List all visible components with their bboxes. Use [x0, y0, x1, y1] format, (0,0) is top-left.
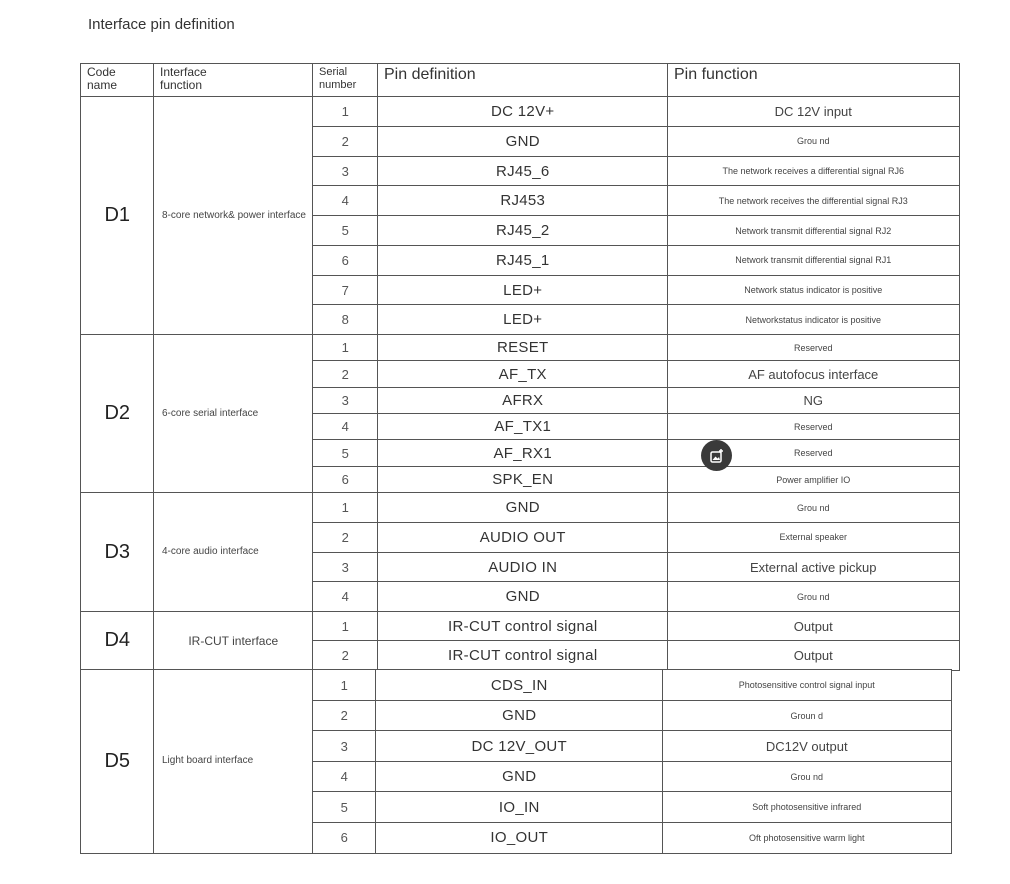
- serial-number: 3: [312, 730, 377, 762]
- serial-number: 2: [312, 640, 379, 671]
- pin-definition: RJ453: [377, 185, 669, 216]
- serial-number: 5: [312, 439, 379, 467]
- serial-number: 3: [312, 552, 379, 583]
- pin-function: DC12V output: [662, 730, 952, 762]
- pin-function: The network receives the differential signal RJ3: [667, 185, 960, 216]
- serial-number: 6: [312, 466, 379, 494]
- add-photo-icon: [709, 448, 725, 464]
- pin-definition: GND: [377, 492, 669, 523]
- group-function: 4-core audio interface: [153, 492, 314, 613]
- pin-function: Reserved: [667, 413, 960, 441]
- pin-function: Power amplifier IO: [667, 466, 960, 494]
- group-function: IR-CUT interface: [153, 611, 314, 671]
- serial-number: 6: [312, 822, 377, 854]
- pin-definition: GND: [377, 581, 669, 612]
- pin-definition: RJ45_6: [377, 156, 669, 187]
- pin-function: NG: [667, 387, 960, 415]
- pin-definition: DC 12V_OUT: [375, 730, 664, 762]
- pin-definition: CDS_IN: [375, 669, 664, 701]
- pin-definition: GND: [377, 126, 669, 157]
- group-function: Light board interface: [153, 669, 314, 854]
- serial-number: 1: [312, 334, 379, 362]
- image-action-button[interactable]: [701, 440, 732, 471]
- pin-definition: LED+: [377, 275, 669, 306]
- pin-definition: IO_OUT: [375, 822, 664, 854]
- serial-number: 5: [312, 215, 379, 246]
- pin-function: Grou nd: [667, 492, 960, 523]
- serial-number: 1: [312, 611, 379, 642]
- pin-function: Network status indicator is positive: [667, 275, 960, 306]
- pin-function: Soft photosensitive infrared: [662, 791, 952, 823]
- pin-definition: RJ45_1: [377, 245, 669, 276]
- pin-function: The network receives a differential signal RJ6: [667, 156, 960, 187]
- pin-function: Network transmit differential signal RJ2: [667, 215, 960, 246]
- header-serial: Serial number: [312, 63, 379, 98]
- serial-number: 4: [312, 761, 377, 793]
- pin-definition: GND: [375, 761, 664, 793]
- serial-number: 2: [312, 522, 379, 553]
- serial-number: 4: [312, 413, 379, 441]
- pin-function: External speaker: [667, 522, 960, 553]
- header-pin-function: Pin function: [667, 63, 960, 98]
- group-function: 6-core serial interface: [153, 334, 314, 494]
- pin-definition: AFRX: [377, 387, 669, 415]
- group-code: D1: [80, 96, 155, 336]
- group-code: D2: [80, 334, 155, 494]
- group-code: D4: [80, 611, 155, 671]
- pin-function: Photosensitive control signal input: [662, 669, 952, 701]
- pin-function: Groun d: [662, 700, 952, 732]
- pin-function: Grou nd: [662, 761, 952, 793]
- pin-function: Grou nd: [667, 126, 960, 157]
- header-pin-definition: Pin definition: [377, 63, 669, 98]
- header-function: Interface function: [153, 63, 314, 98]
- pin-definition: AUDIO OUT: [377, 522, 669, 553]
- pin-definition: LED+: [377, 304, 669, 335]
- pin-definition: IR-CUT control signal: [377, 611, 669, 642]
- serial-number: 1: [312, 96, 379, 127]
- serial-number: 7: [312, 275, 379, 306]
- serial-number: 6: [312, 245, 379, 276]
- pin-function: Network transmit differential signal RJ1: [667, 245, 960, 276]
- pin-function: Output: [667, 640, 960, 671]
- group-code: D5: [80, 669, 155, 854]
- pin-definition: AF_RX1: [377, 439, 669, 467]
- serial-number: 4: [312, 185, 379, 216]
- serial-number: 2: [312, 126, 379, 157]
- pin-function: AF autofocus interface: [667, 360, 960, 388]
- group-code: D3: [80, 492, 155, 613]
- pin-function: DC 12V input: [667, 96, 960, 127]
- pin-function: Networkstatus indicator is positive: [667, 304, 960, 335]
- pin-definition: RJ45_2: [377, 215, 669, 246]
- serial-number: 1: [312, 669, 377, 701]
- serial-number: 2: [312, 700, 377, 732]
- pin-definition: DC 12V+: [377, 96, 669, 127]
- pin-function: Grou nd: [667, 581, 960, 612]
- page-title: Interface pin definition: [88, 16, 235, 33]
- pin-definition: AUDIO IN: [377, 552, 669, 583]
- serial-number: 1: [312, 492, 379, 523]
- serial-number: 2: [312, 360, 379, 388]
- serial-number: 3: [312, 387, 379, 415]
- group-function: 8-core network& power interface: [153, 96, 314, 336]
- pin-definition: AF_TX1: [377, 413, 669, 441]
- pin-definition: AF_TX: [377, 360, 669, 388]
- pin-definition: IO_IN: [375, 791, 664, 823]
- pin-function: Reserved: [667, 439, 960, 467]
- serial-number: 8: [312, 304, 379, 335]
- header-code: Code name: [80, 63, 155, 98]
- pin-function: Reserved: [667, 334, 960, 362]
- pin-definition: SPK_EN: [377, 466, 669, 494]
- pin-function: Output: [667, 611, 960, 642]
- pin-definition: RESET: [377, 334, 669, 362]
- serial-number: 5: [312, 791, 377, 823]
- serial-number: 4: [312, 581, 379, 612]
- serial-number: 3: [312, 156, 379, 187]
- pin-function: External active pickup: [667, 552, 960, 583]
- pin-definition: IR-CUT control signal: [377, 640, 669, 671]
- pin-definition: GND: [375, 700, 664, 732]
- pin-function: Oft photosensitive warm light: [662, 822, 952, 854]
